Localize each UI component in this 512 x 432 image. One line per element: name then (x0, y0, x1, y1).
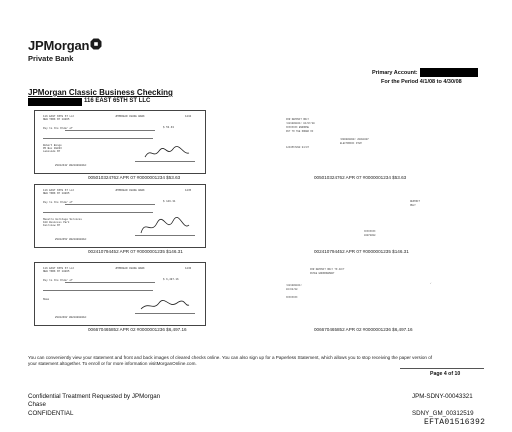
divider (400, 368, 484, 369)
jpmorgan-octagon-logo-icon (90, 38, 102, 50)
check-back-caption: 002410794452 APR 07 #0000001235 $146.31 (314, 249, 409, 254)
signature-scribble-icon (139, 215, 191, 237)
bank-logo-subtitle: Private Bank (28, 54, 74, 63)
bank-logo-name: JPMorgan (28, 38, 90, 53)
redaction-holder-prefix (28, 98, 82, 106)
document-title: JPMorgan Classic Business Checking (28, 88, 173, 97)
note-line-2: your statement altogether. To enroll or for more information visitMorganOnline.com. (28, 361, 197, 366)
signature-scribble-icon (139, 297, 191, 313)
footer-bates-jpm: JPM-SDNY-00043321 (412, 393, 473, 400)
check-back-image: DEPOSIT ONLY XXXXXXXX 04072008 (280, 184, 450, 246)
check-front-caption: 006670465852 APR 02 #0000001236 $6,497.16 (88, 327, 187, 332)
online-statement-note (28, 355, 488, 367)
check-back-caption: 006670465852 APR 02 #0000001236 $6,497.16 (314, 327, 413, 332)
check-front-image: 116 EAST 65TH ST LLC NEW YORK NY 10065 JPMORGAN CHASE BANK 1235 Pay to the Order of $ 146.31 Maestro Heritage Services 100 Business Park Fairview NY ⑈001235⑈ ⑆021000021⑆ (34, 184, 206, 248)
check-front-image: 116 EAST 65TH ST LLC NEW YORK NY 10065 JPMORGAN CHASE BANK 1236 Pay to the Order of $ 6,497.16 Memo ⑈001236⑈ ⑆021000021⑆ (34, 262, 206, 326)
account-holder-name: 116 EAST 65TH ST LLC (84, 98, 151, 104)
statement-period: For the Period 4/1/08 to 4/30/08 (381, 79, 462, 85)
check-back-image: FOR DEPOSIT ONLY >021000021< 04/07/08 XXXXXXXX ENDORSE PAY TO THE ORDER OF >R00000000< 20080407 ELECTRONIC ITEM 1234567890 04/07 (280, 110, 450, 172)
check-front-caption: 002410794452 APR 07 #0000001235 $146.31 (88, 249, 183, 254)
page-number: Page 4 of 10 (430, 371, 461, 377)
redaction-account-number (420, 68, 478, 77)
check-front-caption: 005010324762 APR 07 #0000001234 $53.63 (88, 175, 181, 180)
footer-confidential-line-2: Chase (28, 401, 46, 408)
bates-stamp: EFTA01516392 (424, 418, 486, 427)
check-back-caption: 005010324762 APR 07 #0000001234 $53.63 (314, 175, 407, 180)
footer-confidential-line-1: Confidential Treatment Requested by JPMorgan (28, 393, 161, 400)
footer-bates-sdny: SDNY_GM_00312519 (412, 410, 474, 417)
note-line-1: You can conveniently view your statement and front and back images of cleared checks online. You can also sign up for a Paperless Statement, which allows you to stop receiving the paper version of (28, 355, 433, 360)
footer-confidential-label: CONFIDENTIAL (28, 410, 74, 417)
signature-scribble-icon (143, 145, 191, 161)
primary-account-label: Primary Account: (372, 70, 418, 76)
check-front-image: 116 EAST 65TH ST LLC NEW YORK NY 10065 JPMORGAN CHASE BANK 1234 Pay to the Order of $ 53.63 Robert Benge PO Box 98033 Lakeside NY ⑈001234⑈ ⑆021000021⑆ (34, 110, 206, 174)
check-back-image: FOR DEPOSIT ONLY TO ACCT PAYEE ENDORSEMENT >021000021< 04/02/08 XXXXXXXX ✓ (280, 262, 450, 324)
